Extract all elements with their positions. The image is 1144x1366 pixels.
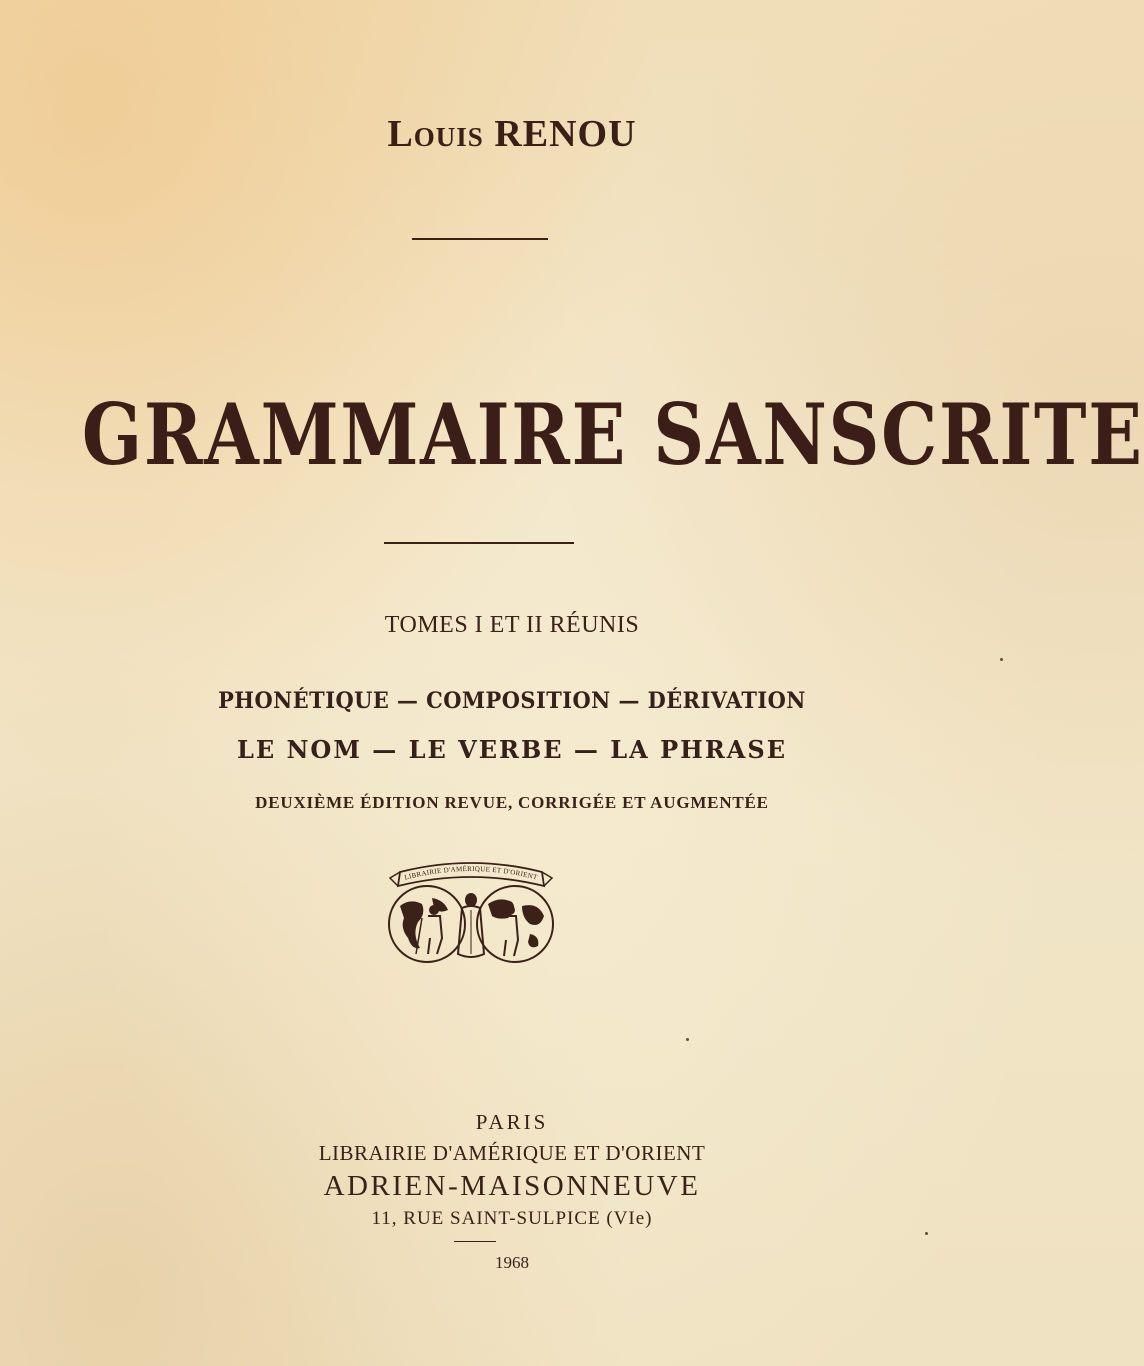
publisher-logo-icon [382, 858, 560, 966]
imprint-city: PARIS [475, 1110, 549, 1134]
imprint-library: LIBRAIRIE D'AMÉRIQUE ET D'ORIENT [318, 1141, 706, 1165]
subjects-line-2: LE NOM — LE VERBE — LA PHRASE [236, 735, 788, 764]
paper-speck [686, 1038, 689, 1041]
author-name [0, 112, 1024, 156]
paper-speck [1000, 658, 1003, 661]
divider-year [454, 1241, 496, 1242]
divider-top [412, 238, 548, 240]
author-last-name: RENOU [494, 113, 637, 155]
logo-banner-text: LIBRAIRIE D'AMÉRIQUE ET D'ORIENT [403, 864, 539, 882]
book-title: GRAMMAIRE SANSCRITE [81, 385, 1144, 484]
paper-speck [925, 1232, 928, 1235]
author-first-name: Louis [387, 113, 484, 155]
imprint-address: 11, RUE SAINT-SULPICE (VIe) [371, 1208, 653, 1229]
divider-title [384, 542, 574, 544]
volumes-note: TOMES I ET II RÉUNIS [384, 612, 640, 638]
subjects-line-1: PHONÉTIQUE — COMPOSITION — DÉRIVATION [218, 688, 806, 714]
publication-year: 1968 [495, 1253, 529, 1272]
edition-note: DEUXIÈME ÉDITION REVUE, CORRIGÉE ET AUGMENTÉE [255, 793, 769, 812]
imprint-publisher: ADRIEN-MAISONNEUVE [323, 1170, 701, 1202]
